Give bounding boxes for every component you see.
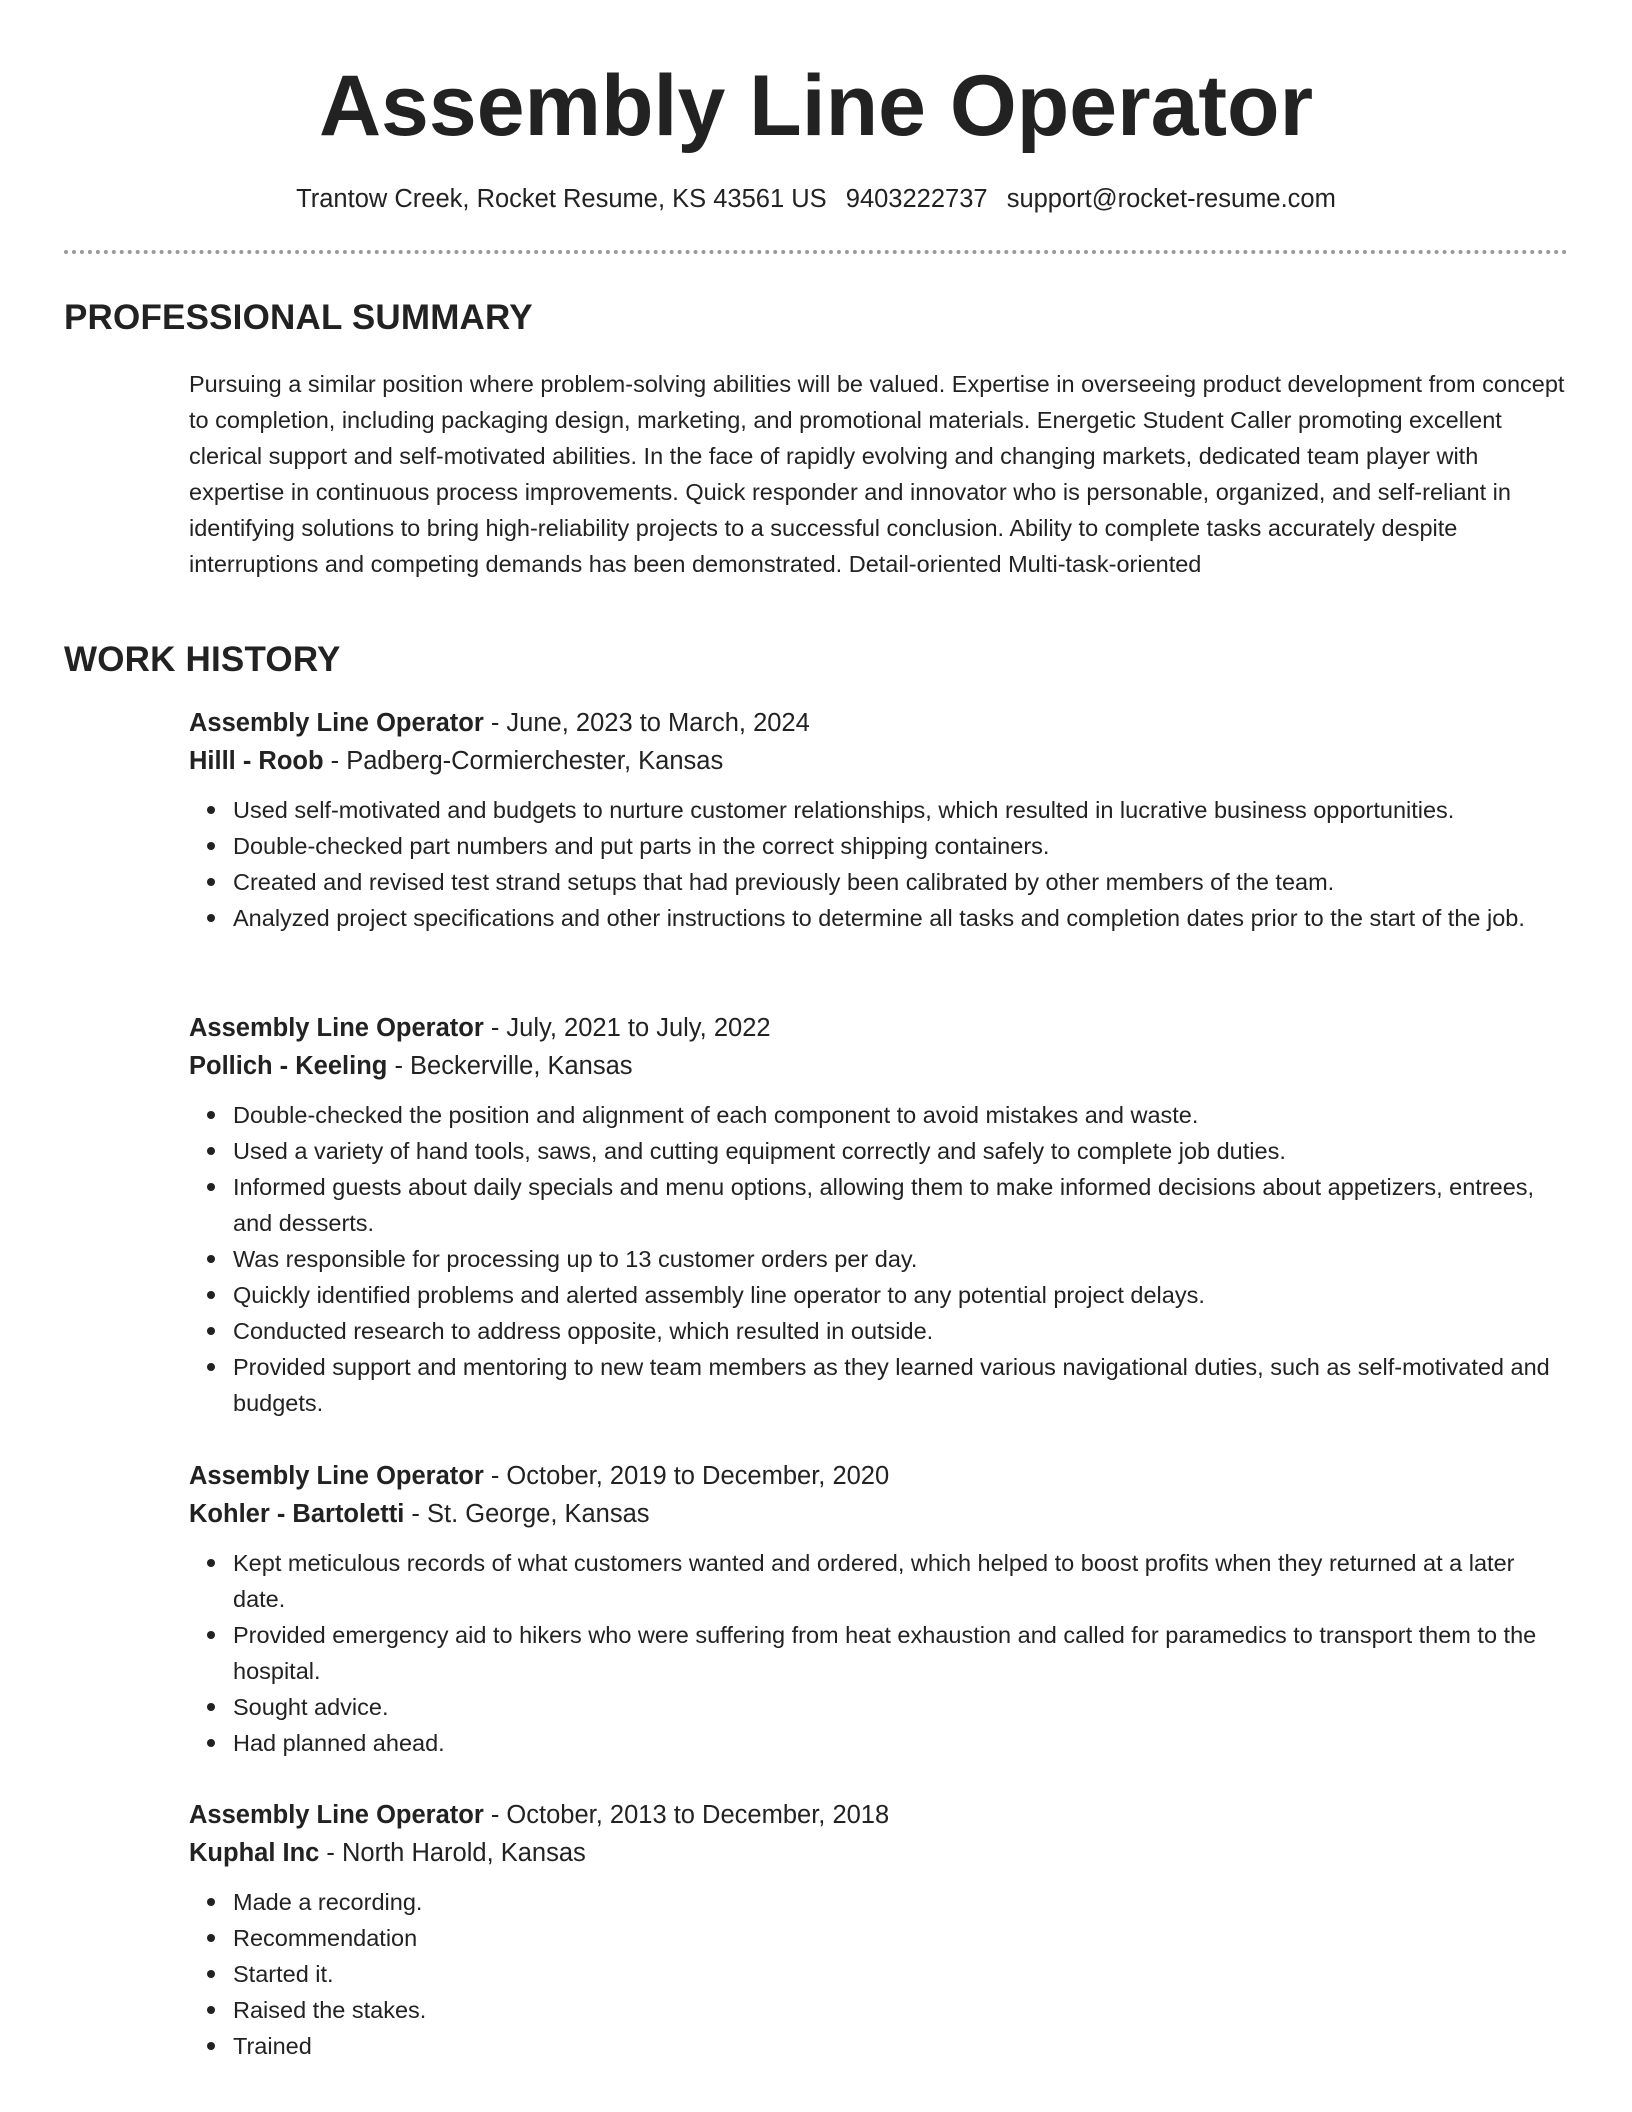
job-entry bbox=[189, 1009, 1569, 1421]
job-bullet: Raised the stakes. bbox=[233, 1992, 1569, 2028]
job-title-line bbox=[189, 1796, 1569, 1834]
job-role: Assembly Line Operator bbox=[189, 1801, 484, 1829]
job-dates: - July, 2021 to July, 2022 bbox=[483, 1014, 771, 1042]
job-entry bbox=[189, 1796, 1569, 2064]
job-bullet: Sought advice. bbox=[233, 1689, 1569, 1725]
job-dates: - June, 2023 to March, 2024 bbox=[483, 709, 810, 737]
job-company: Hilll - Roob bbox=[189, 747, 324, 775]
job-bullets bbox=[189, 1545, 1569, 1761]
job-bullet: Double-checked part numbers and put parts in the correct shipping containers. bbox=[233, 828, 1569, 864]
job-company-line bbox=[189, 1834, 1569, 1872]
job-bullet: Used a variety of hand tools, saws, and cutting equipment correctly and safely to complete job duties. bbox=[233, 1133, 1569, 1169]
resume-name: Assembly Line Operator bbox=[318, 58, 1314, 154]
job-bullet: Conducted research to address opposite, which resulted in outside. bbox=[233, 1313, 1569, 1349]
job-bullets bbox=[189, 792, 1569, 936]
contact-line bbox=[0, 182, 1632, 216]
job-company-line bbox=[189, 1047, 1569, 1085]
job-role: Assembly Line Operator bbox=[189, 1462, 484, 1490]
contact-email: support@rocket-resume.com bbox=[1006, 185, 1336, 213]
job-location: - Padberg-Cormierchester, Kansas bbox=[323, 747, 724, 775]
job-bullet: Informed guests about daily specials and menu options, allowing them to make informed decisions about appetizers, entrees, and desserts. bbox=[233, 1169, 1569, 1241]
work-history-heading: WORK HISTORY bbox=[64, 640, 341, 679]
job-bullet: Recommendation bbox=[233, 1920, 1569, 1956]
job-entry bbox=[189, 704, 1569, 936]
job-bullet: Quickly identified problems and alerted assembly line operator to any potential project delays. bbox=[233, 1277, 1569, 1313]
header-divider bbox=[64, 250, 1568, 254]
job-location: - Beckerville, Kansas bbox=[387, 1052, 633, 1080]
job-bullet: Was responsible for processing up to 13 customer orders per day. bbox=[233, 1241, 1569, 1277]
contact-phone: 9403222737 bbox=[845, 185, 988, 213]
job-company-line bbox=[189, 1495, 1569, 1533]
job-bullet: Provided emergency aid to hikers who were suffering from heat exhaustion and called for paramedics to transport them to the hospital. bbox=[233, 1617, 1569, 1689]
job-company-line bbox=[189, 742, 1569, 780]
job-bullet: Created and revised test strand setups that had previously been calibrated by other members of the team. bbox=[233, 864, 1569, 900]
job-bullet: Trained bbox=[233, 2028, 1569, 2064]
job-bullet: Double-checked the position and alignment of each component to avoid mistakes and waste. bbox=[233, 1097, 1569, 1133]
job-bullets bbox=[189, 1884, 1569, 2064]
job-company: Kohler - Bartoletti bbox=[189, 1500, 405, 1528]
job-role: Assembly Line Operator bbox=[189, 1014, 484, 1042]
job-title-line bbox=[189, 704, 1569, 742]
job-bullet: Provided support and mentoring to new team members as they learned various navigational duties, such as self-motivated and budgets. bbox=[233, 1349, 1569, 1421]
job-bullet: Made a recording. bbox=[233, 1884, 1569, 1920]
job-entry bbox=[189, 1457, 1569, 1761]
job-company: Pollich - Keeling bbox=[189, 1052, 388, 1080]
job-role: Assembly Line Operator bbox=[189, 709, 484, 737]
job-bullets bbox=[189, 1097, 1569, 1421]
summary-text: Pursuing a similar position where problem-solving abilities will be valued. Expertise in overseeing product development from concept to completion, including packaging design, marketing, and promotional materials. Energetic Student Caller promoting excellent clerical support and self-motivated abilities. In the face of rapidly evolving and changing markets, dedicated team player with expertise in continuous process improvements. Quick responder and innovator who is personable, organized, and self-reliant in identifying solutions to bring high-reliability projects to a successful conclusion. Ability to complete tasks accurately despite interruptions and competing demands has been demonstrated. Detail-oriented Multi-task-oriented bbox=[189, 371, 1565, 577]
job-bullet: Kept meticulous records of what customers wanted and ordered, which helped to boost profits when they returned at a later date. bbox=[233, 1545, 1569, 1617]
job-bullet: Had planned ahead. bbox=[233, 1725, 1569, 1761]
job-title-line bbox=[189, 1009, 1569, 1047]
job-bullet: Started it. bbox=[233, 1956, 1569, 1992]
job-bullet: Analyzed project specifications and other instructions to determine all tasks and completion dates prior to the start of the job. bbox=[233, 900, 1569, 936]
job-company: Kuphal Inc bbox=[189, 1839, 320, 1867]
job-location: - North Harold, Kansas bbox=[319, 1839, 586, 1867]
job-bullet: Used self-motivated and budgets to nurture customer relationships, which resulted in lucrative business opportunities. bbox=[233, 792, 1569, 828]
summary-heading: PROFESSIONAL SUMMARY bbox=[64, 298, 533, 337]
contact-address: Trantow Creek, Rocket Resume, KS 43561 US bbox=[296, 185, 827, 213]
job-title-line bbox=[189, 1457, 1569, 1495]
job-dates: - October, 2019 to December, 2020 bbox=[483, 1462, 890, 1490]
job-dates: - October, 2013 to December, 2018 bbox=[483, 1801, 890, 1829]
job-location: - St. George, Kansas bbox=[404, 1500, 650, 1528]
